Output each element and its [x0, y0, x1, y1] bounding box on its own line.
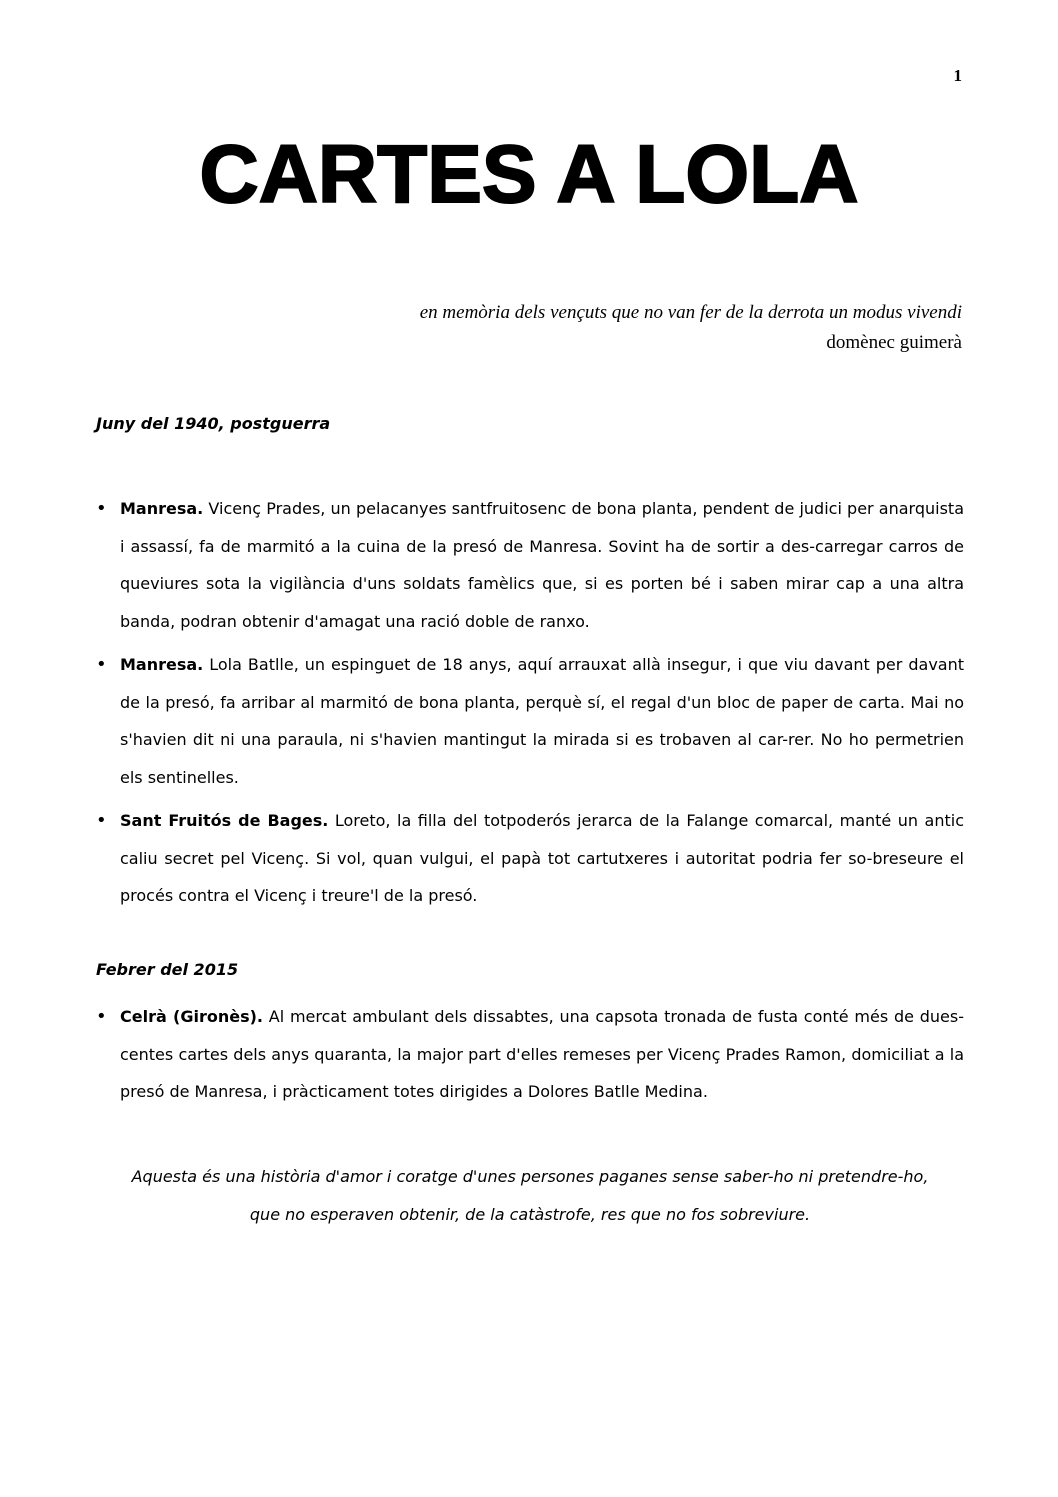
section-heading-1940: Juny del 1940, postguerra — [96, 414, 331, 433]
list-item-place: Celrà (Gironès). — [120, 1007, 263, 1026]
list-item-place: Sant Fruitós de Bages. — [120, 811, 329, 830]
document-title: CARTES A LOLA — [199, 129, 859, 220]
list-item — [96, 646, 964, 796]
bullet-list-2015 — [96, 998, 964, 1111]
list-item-text: Vicenç Prades, un pelacanyes santfruitosenc de bona planta, pendent de judici per anarquista i assassí, fa de marmitó a la cuina de la presó de Manresa. Sovint ha de sortir a des-carregar carros de queviures sota la vigilància d'uns soldats famèlics que, si es porten bé i saben mirar cap a una altra banda, podran obtenir d'amagat una ració doble de ranxo. — [120, 499, 964, 631]
list-item-text: Al mercat ambulant dels dissabtes, una capsota tronada de fusta conté més de dues-centes cartes dels anys quaranta, la major part d'elles remeses per Vicenç Prades Ramon, domiciliat a la presó de Manresa, i pràcticament totes dirigides a Dolores Batlle Medina. — [120, 1007, 964, 1101]
dedication — [420, 298, 962, 358]
bullet-list-1940 — [96, 490, 964, 915]
closing-statement — [96, 1158, 964, 1233]
dedication-author: domènec guimerà — [826, 332, 962, 353]
dedication-quote: en memòria dels vençuts que no van fer de la derrota un modus vivendi — [419, 302, 962, 323]
closing-line-2: que no esperaven obtenir, de la catàstrofe, res que no fos sobreviure. — [249, 1204, 811, 1224]
list-item-text: Loreto, la filla del totpoderós jerarca de la Falange comarcal, manté un antic caliu secret pel Vicenç. Si vol, quan vulgui, el papà tot cartutxeres i autoritat podria fer so-breseure el procés contra el Vicenç i treure'l de la presó. — [120, 811, 965, 905]
list-item — [96, 490, 964, 640]
list-item — [96, 802, 964, 915]
closing-line-1: Aquesta és una història d'amor i coratge d'unes persones paganes sense saber-ho ni pretendre-ho, — [131, 1167, 929, 1186]
page-number: 1 — [953, 66, 962, 85]
list-item-place: Manresa. — [120, 655, 204, 674]
list-item-text: Lola Batlle, un espinguet de 18 anys, aquí arrauxat allà insegur, i que viu davant per davant de la presó, fa arribar al marmitó de bona planta, perquè sí, el regal d'un bloc de paper de carta. Mai no s'havien dit ni una paraula, ni s'havien mantingut la mirada si es trobaven al car-rer. No ho permetrien els sentinelles. — [120, 655, 964, 787]
list-item — [96, 998, 964, 1111]
section-heading-2015: Febrer del 2015 — [96, 960, 239, 979]
list-item-place: Manresa. — [120, 499, 204, 518]
